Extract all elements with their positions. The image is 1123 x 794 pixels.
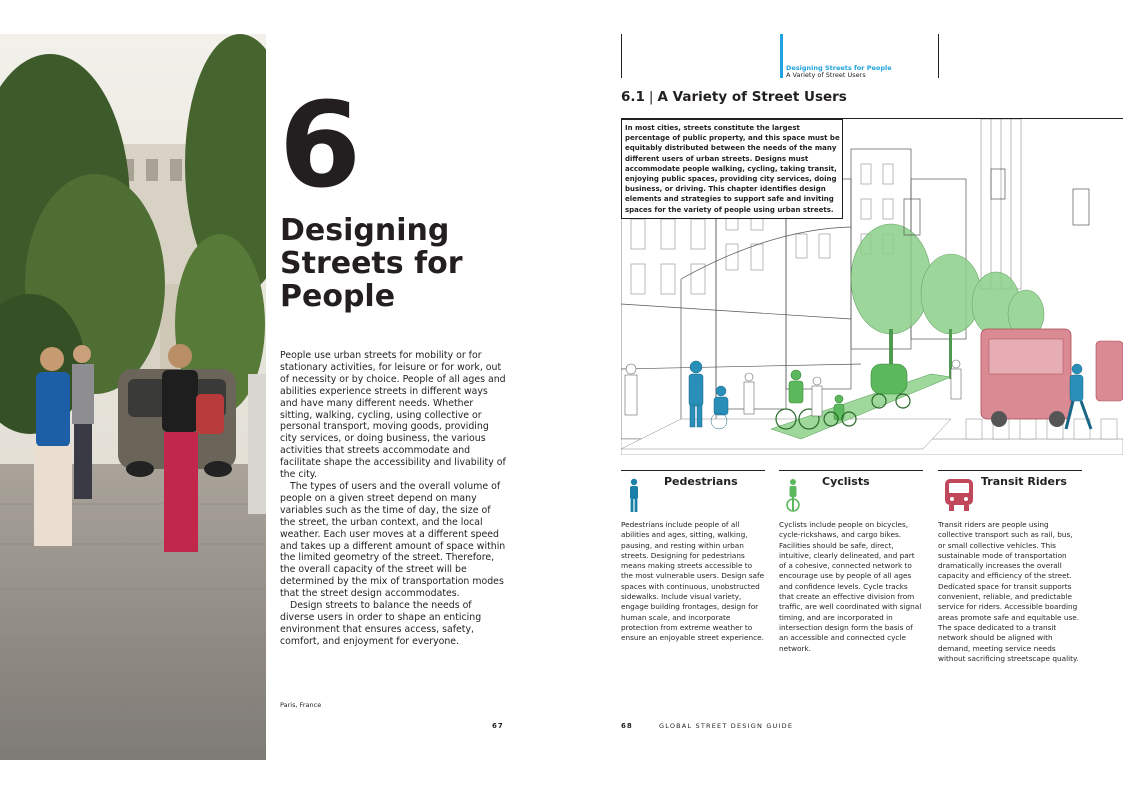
intro-paragraph: Design streets to balance the needs of diverse users in order to shape an enticing environment that ensures access, safety, comfort, and enjoyment for everyone. [280,600,482,647]
intro-paragraph: People use urban streets for mobility or for stationary activities, for leisure or for work, out of necessity or by choice. People of all ages and abilities experience streets in different ways and have many different needs. Whether sitting, walking, cycling, using collective or personal transport, moving goods, providing city services, or doing business, the various activities that streets accommodate and facilitate shape the accessibility and livability of the city. [280,350,506,481]
running-head-accent [780,34,783,78]
column-title: Cyclists [822,474,870,488]
header-divider [938,34,939,78]
section-name: A Variety of Street Users [657,89,847,105]
page-number-left: 67 [492,722,504,730]
chapter-title: Designing Streets for People [280,213,463,314]
left-page [0,34,561,760]
lead-text-box: In most cities, streets constitute the largest percentage of public property, and this space must be equitably distributed between the needs of the many different users of urban streets. Designs must accommodate people walking, cycling, taking transit, enjoying public spaces, providing city services, doing business, or driving. This chapter identifies design elements and strategies to support safe and inviting spaces for the variety of people using urban streets. [621,119,843,219]
section-separator: | [648,89,654,105]
photo-caption: Paris, France [280,701,322,709]
section-number: 6.1 [621,89,645,105]
pedestrians-column [621,470,765,644]
chapter-number: 6 [279,76,358,214]
transit-riders-column [938,470,1082,664]
page-number-right: 68 [621,722,633,730]
column-text: Cyclists include people on bicycles, cycle-rickshaws, and cargo bikes. Facilities should be safe, direct, intuitive, clearly delineated, and part of a cohesive, connected network to encourage use by people of all ages and confidence levels. Cycle tracks that create an effective division from traffic, are well coordinated with signal timing, and are incorporated in intersection design form the basis of an accessible and connected cycle network. [779,520,922,653]
intro-text [280,350,506,648]
column-title: Transit Riders [981,474,1067,488]
header-divider [621,34,622,78]
book-title: GLOBAL STREET DESIGN GUIDE [659,722,794,730]
column-title: Pedestrians [664,474,738,488]
cyclists-column [779,470,923,654]
running-head-title: Designing Streets for People [786,64,892,72]
street-photo [0,34,266,760]
bus-icon [944,478,974,516]
right-page [562,34,1123,760]
running-head-subtitle: A Variety of Street Users [786,71,866,79]
column-text: Pedestrians include people of all abilities and ages, sitting, walking, pausing, and resting within urban streets. Designing for pedestrians means making streets accessible to the most vulnerable users. Design safe spaces with continuous, unobstructed sidewalks. Include visual variety, engage building frontages, design for human scale, and incorporate protection from extreme weather to ensure an enjoyable street experience. [621,520,765,643]
cyclist-icon [785,478,801,518]
column-text: Transit riders are people using collective transport such as rail, bus, or small collective vehicles. This sustainable mode of transportation dramatically increases the overall capacity and efficiency of the street. Dedicated space for transit supports convenient, reliable, and predictable service for riders. Accessible boarding areas promote safe and equitable use. The space dedicated to a transit network should be aligned with demand, meeting service needs without sacrificing streetscape quality. [938,520,1080,663]
section-title [621,89,847,105]
pedestrian-icon [627,478,641,518]
intro-paragraph: The types of users and the overall volume of people on a given street depend on many variables such as the time of day, the size of the street, the urban context, and the local weather. Each user moves at a different speed and takes up a different amount of space within the limited geometry of the street. Therefore, the overall capacity of the street will be determined by the mix of transportation modes that the street design accommodates. [280,480,506,600]
